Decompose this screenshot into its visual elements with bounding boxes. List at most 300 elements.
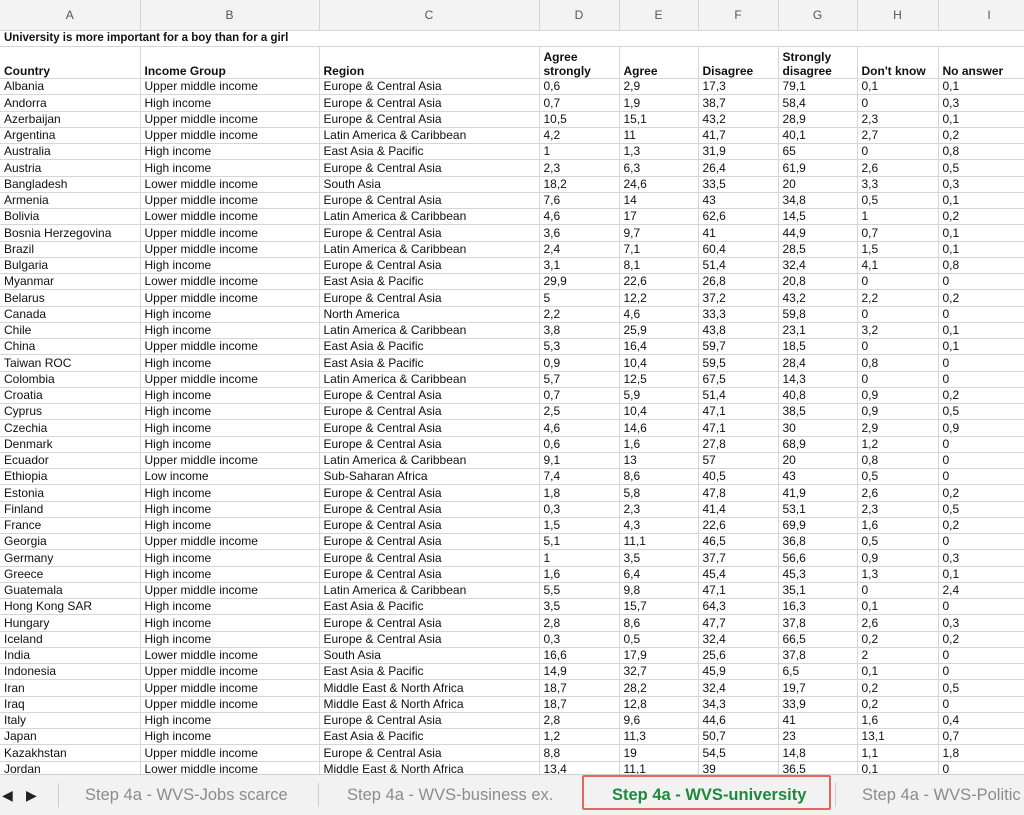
cell[interactable]: 59,7: [698, 339, 778, 355]
cell[interactable]: 13: [619, 452, 698, 468]
cell[interactable]: High income: [140, 306, 319, 322]
cell[interactable]: East Asia & Pacific: [319, 664, 539, 680]
cell[interactable]: High income: [140, 712, 319, 728]
cell[interactable]: 12,8: [619, 696, 698, 712]
cell[interactable]: 4,2: [539, 127, 619, 143]
cell[interactable]: 32,4: [698, 631, 778, 647]
cell[interactable]: 47,1: [698, 404, 778, 420]
cell[interactable]: 0,1: [938, 79, 1024, 95]
cell[interactable]: 62,6: [698, 209, 778, 225]
cell[interactable]: 1,3: [619, 144, 698, 160]
column-header[interactable]: A: [0, 0, 140, 31]
cell[interactable]: High income: [140, 144, 319, 160]
tab-jobs-scarce[interactable]: Step 4a - WVS-Jobs scarce: [85, 786, 288, 804]
cell[interactable]: 10,5: [539, 111, 619, 127]
cell[interactable]: 22,6: [619, 274, 698, 290]
cell[interactable]: Upper middle income: [140, 745, 319, 761]
header-cell[interactable]: Income Group: [140, 47, 319, 79]
cell[interactable]: 5,7: [539, 371, 619, 387]
cell[interactable]: 28,2: [619, 680, 698, 696]
cell[interactable]: High income: [140, 95, 319, 111]
cell[interactable]: 0,5: [857, 534, 938, 550]
cell[interactable]: Indonesia: [0, 664, 140, 680]
cell[interactable]: 0,3: [938, 550, 1024, 566]
cell[interactable]: Middle East & North Africa: [319, 696, 539, 712]
cell[interactable]: 16,6: [539, 647, 619, 663]
cell[interactable]: Europe & Central Asia: [319, 615, 539, 631]
cell[interactable]: Latin America & Caribbean: [319, 452, 539, 468]
cell[interactable]: 0: [938, 436, 1024, 452]
cell[interactable]: 0: [857, 306, 938, 322]
cell[interactable]: Europe & Central Asia: [319, 225, 539, 241]
cell[interactable]: 17,9: [619, 647, 698, 663]
cell[interactable]: 46,5: [698, 534, 778, 550]
cell[interactable]: Azerbaijan: [0, 111, 140, 127]
cell[interactable]: 35,1: [778, 582, 857, 598]
cell[interactable]: High income: [140, 160, 319, 176]
header-cell[interactable]: Disagree: [698, 47, 778, 79]
cell[interactable]: 17: [619, 209, 698, 225]
cell[interactable]: Europe & Central Asia: [319, 436, 539, 452]
cell[interactable]: 8,6: [619, 469, 698, 485]
cell[interactable]: 0: [857, 274, 938, 290]
cell[interactable]: 59,8: [778, 306, 857, 322]
cell[interactable]: Latin America & Caribbean: [319, 322, 539, 338]
cell[interactable]: 5,8: [619, 485, 698, 501]
cell[interactable]: 1,8: [938, 745, 1024, 761]
cell[interactable]: High income: [140, 257, 319, 273]
cell[interactable]: 0,8: [938, 257, 1024, 273]
cell[interactable]: Lower middle income: [140, 176, 319, 192]
cell[interactable]: Belarus: [0, 290, 140, 306]
cell[interactable]: 14,6: [619, 420, 698, 436]
cell[interactable]: 0,1: [938, 566, 1024, 582]
cell[interactable]: 23,1: [778, 322, 857, 338]
cell[interactable]: 0,3: [539, 631, 619, 647]
cell[interactable]: 0,6: [539, 436, 619, 452]
cell[interactable]: 1: [539, 550, 619, 566]
triangle-left-icon[interactable]: ◀: [2, 787, 13, 803]
cell[interactable]: Japan: [0, 729, 140, 745]
cell[interactable]: 10,4: [619, 404, 698, 420]
cell[interactable]: 22,6: [698, 517, 778, 533]
cell[interactable]: 34,8: [778, 192, 857, 208]
cell[interactable]: High income: [140, 355, 319, 371]
cell[interactable]: Albania: [0, 79, 140, 95]
cell[interactable]: 34,3: [698, 696, 778, 712]
cell[interactable]: 5,9: [619, 387, 698, 403]
cell[interactable]: 9,8: [619, 582, 698, 598]
cell[interactable]: 2,8: [539, 615, 619, 631]
cell[interactable]: Czechia: [0, 420, 140, 436]
cell[interactable]: 18,7: [539, 680, 619, 696]
cell[interactable]: 53,1: [778, 501, 857, 517]
cell[interactable]: 0,1: [857, 79, 938, 95]
cell[interactable]: 9,6: [619, 712, 698, 728]
cell[interactable]: 0: [938, 599, 1024, 615]
cell[interactable]: Australia: [0, 144, 140, 160]
cell[interactable]: 37,2: [698, 290, 778, 306]
cell[interactable]: 2,9: [857, 420, 938, 436]
cell[interactable]: Upper middle income: [140, 79, 319, 95]
cell[interactable]: Croatia: [0, 387, 140, 403]
cell[interactable]: 0,9: [938, 420, 1024, 436]
header-cell[interactable]: Region: [319, 47, 539, 79]
cell[interactable]: 11,1: [619, 534, 698, 550]
cell[interactable]: 33,9: [778, 696, 857, 712]
cell[interactable]: 3,3: [857, 176, 938, 192]
cell[interactable]: Upper middle income: [140, 534, 319, 550]
cell[interactable]: 3,2: [857, 322, 938, 338]
column-header[interactable]: H: [857, 0, 938, 31]
cell[interactable]: 30: [778, 420, 857, 436]
cell[interactable]: 79,1: [778, 79, 857, 95]
cell[interactable]: High income: [140, 729, 319, 745]
cell[interactable]: 7,1: [619, 241, 698, 257]
cell[interactable]: Latin America & Caribbean: [319, 127, 539, 143]
cell[interactable]: Andorra: [0, 95, 140, 111]
cell[interactable]: 41,4: [698, 501, 778, 517]
cell[interactable]: 41: [698, 225, 778, 241]
cell[interactable]: 0,7: [938, 729, 1024, 745]
cell[interactable]: 2,3: [619, 501, 698, 517]
cell[interactable]: Upper middle income: [140, 192, 319, 208]
cell[interactable]: 43: [778, 469, 857, 485]
cell[interactable]: High income: [140, 517, 319, 533]
cell[interactable]: 4,6: [539, 209, 619, 225]
cell[interactable]: 0,2: [938, 517, 1024, 533]
cell[interactable]: 44,6: [698, 712, 778, 728]
cell[interactable]: Europe & Central Asia: [319, 631, 539, 647]
cell[interactable]: 0,2: [938, 127, 1024, 143]
cell[interactable]: 1,5: [857, 241, 938, 257]
cell[interactable]: 0: [938, 664, 1024, 680]
cell[interactable]: Europe & Central Asia: [319, 534, 539, 550]
cell[interactable]: 2,6: [857, 485, 938, 501]
cell[interactable]: 11,3: [619, 729, 698, 745]
cell[interactable]: Upper middle income: [140, 339, 319, 355]
cell[interactable]: 0: [857, 371, 938, 387]
column-header[interactable]: E: [619, 0, 698, 31]
cell[interactable]: 9,1: [539, 452, 619, 468]
cell[interactable]: France: [0, 517, 140, 533]
tab-politic[interactable]: Step 4a - WVS-Politic: [862, 786, 1021, 804]
cell[interactable]: 54,5: [698, 745, 778, 761]
cell[interactable]: 4,6: [539, 420, 619, 436]
cell[interactable]: Middle East & North Africa: [319, 761, 539, 774]
cell[interactable]: 20: [778, 452, 857, 468]
cell[interactable]: Europe & Central Asia: [319, 517, 539, 533]
cell[interactable]: 0,5: [938, 160, 1024, 176]
cell[interactable]: 2,6: [857, 160, 938, 176]
cell[interactable]: 2,8: [539, 712, 619, 728]
cell[interactable]: High income: [140, 387, 319, 403]
cell[interactable]: 10,4: [619, 355, 698, 371]
cell[interactable]: 1,2: [857, 436, 938, 452]
cell[interactable]: 57: [698, 452, 778, 468]
cell[interactable]: 4,3: [619, 517, 698, 533]
cell[interactable]: 45,4: [698, 566, 778, 582]
cell[interactable]: Europe & Central Asia: [319, 550, 539, 566]
cell[interactable]: Upper middle income: [140, 582, 319, 598]
cell[interactable]: 0,2: [938, 209, 1024, 225]
cell[interactable]: 1: [857, 209, 938, 225]
cell[interactable]: 2,4: [938, 582, 1024, 598]
cell[interactable]: Hong Kong SAR: [0, 599, 140, 615]
cell[interactable]: 14,9: [539, 664, 619, 680]
cell[interactable]: 69,9: [778, 517, 857, 533]
cell[interactable]: Latin America & Caribbean: [319, 582, 539, 598]
cell[interactable]: 20: [778, 176, 857, 192]
cell[interactable]: 2: [857, 647, 938, 663]
cell[interactable]: 0,1: [938, 241, 1024, 257]
cell[interactable]: 7,6: [539, 192, 619, 208]
cell[interactable]: Upper middle income: [140, 127, 319, 143]
cell[interactable]: Europe & Central Asia: [319, 95, 539, 111]
cell[interactable]: 58,4: [778, 95, 857, 111]
cell[interactable]: 2,9: [619, 79, 698, 95]
cell[interactable]: 14,8: [778, 745, 857, 761]
cell[interactable]: 0: [857, 582, 938, 598]
cell[interactable]: Latin America & Caribbean: [319, 241, 539, 257]
cell[interactable]: Armenia: [0, 192, 140, 208]
cell[interactable]: 14,5: [778, 209, 857, 225]
cell[interactable]: 1,3: [857, 566, 938, 582]
cell[interactable]: 0,1: [938, 192, 1024, 208]
cell[interactable]: 0,3: [938, 176, 1024, 192]
header-cell[interactable]: Strongly disagree: [778, 47, 857, 79]
cell[interactable]: Lower middle income: [140, 209, 319, 225]
cell[interactable]: Colombia: [0, 371, 140, 387]
cell[interactable]: 0,1: [938, 322, 1024, 338]
cell[interactable]: 1,8: [539, 485, 619, 501]
cell[interactable]: 0,5: [857, 469, 938, 485]
cell[interactable]: Denmark: [0, 436, 140, 452]
cell[interactable]: 41,7: [698, 127, 778, 143]
cell[interactable]: 0,8: [938, 144, 1024, 160]
cell[interactable]: Argentina: [0, 127, 140, 143]
cell[interactable]: 3,8: [539, 322, 619, 338]
cell[interactable]: 1,1: [857, 745, 938, 761]
cell[interactable]: 40,1: [778, 127, 857, 143]
cell[interactable]: Europe & Central Asia: [319, 257, 539, 273]
cell[interactable]: Europe & Central Asia: [319, 712, 539, 728]
cell[interactable]: Bulgaria: [0, 257, 140, 273]
cell[interactable]: 64,3: [698, 599, 778, 615]
cell[interactable]: 13,4: [539, 761, 619, 774]
cell[interactable]: 43,2: [698, 111, 778, 127]
cell[interactable]: 3,1: [539, 257, 619, 273]
cell[interactable]: Chile: [0, 322, 140, 338]
cell[interactable]: 4,6: [619, 306, 698, 322]
cell[interactable]: 1,5: [539, 517, 619, 533]
cell[interactable]: Europe & Central Asia: [319, 485, 539, 501]
cell[interactable]: Canada: [0, 306, 140, 322]
cell[interactable]: 2,6: [857, 615, 938, 631]
cell[interactable]: Europe & Central Asia: [319, 79, 539, 95]
cell[interactable]: 0,5: [938, 680, 1024, 696]
cell[interactable]: 0,3: [938, 615, 1024, 631]
cell[interactable]: 33,5: [698, 176, 778, 192]
cell[interactable]: 12,5: [619, 371, 698, 387]
cell[interactable]: 38,7: [698, 95, 778, 111]
cell[interactable]: Myanmar: [0, 274, 140, 290]
cell[interactable]: East Asia & Pacific: [319, 144, 539, 160]
cell[interactable]: East Asia & Pacific: [319, 355, 539, 371]
cell[interactable]: 0,7: [857, 225, 938, 241]
cell[interactable]: Kazakhstan: [0, 745, 140, 761]
cell[interactable]: 2,7: [857, 127, 938, 143]
cell[interactable]: Bangladesh: [0, 176, 140, 192]
cell[interactable]: 66,5: [778, 631, 857, 647]
cell[interactable]: Austria: [0, 160, 140, 176]
cell[interactable]: 28,4: [778, 355, 857, 371]
column-header[interactable]: F: [698, 0, 778, 31]
cell[interactable]: 0: [938, 306, 1024, 322]
cell[interactable]: 0,2: [938, 290, 1024, 306]
cell[interactable]: 19: [619, 745, 698, 761]
cell[interactable]: Upper middle income: [140, 696, 319, 712]
cell[interactable]: 18,5: [778, 339, 857, 355]
cell[interactable]: 8,8: [539, 745, 619, 761]
column-header[interactable]: B: [140, 0, 319, 31]
cell[interactable]: Georgia: [0, 534, 140, 550]
header-cell[interactable]: Agree strongly: [539, 47, 619, 79]
cell[interactable]: 3,6: [539, 225, 619, 241]
cell[interactable]: 25,6: [698, 647, 778, 663]
cell[interactable]: High income: [140, 404, 319, 420]
cell[interactable]: 29,9: [539, 274, 619, 290]
cell[interactable]: 0,1: [938, 225, 1024, 241]
cell[interactable]: Europe & Central Asia: [319, 745, 539, 761]
cell[interactable]: 0,5: [938, 404, 1024, 420]
cell[interactable]: Brazil: [0, 241, 140, 257]
cell[interactable]: Iraq: [0, 696, 140, 712]
cell[interactable]: 24,6: [619, 176, 698, 192]
cell[interactable]: Europe & Central Asia: [319, 404, 539, 420]
cell[interactable]: South Asia: [319, 647, 539, 663]
cell[interactable]: 37,8: [778, 615, 857, 631]
cell[interactable]: 0,9: [857, 404, 938, 420]
cell[interactable]: 0,3: [938, 95, 1024, 111]
cell[interactable]: 44,9: [778, 225, 857, 241]
cell[interactable]: 61,9: [778, 160, 857, 176]
cell[interactable]: Lower middle income: [140, 761, 319, 774]
cell[interactable]: 1,2: [539, 729, 619, 745]
cell[interactable]: 11: [619, 127, 698, 143]
cell[interactable]: 33,3: [698, 306, 778, 322]
cell[interactable]: 0,2: [938, 485, 1024, 501]
cell[interactable]: 2,3: [857, 111, 938, 127]
cell[interactable]: 0,5: [619, 631, 698, 647]
cell[interactable]: 2,5: [539, 404, 619, 420]
cell[interactable]: 0,1: [938, 111, 1024, 127]
cell[interactable]: Middle East & North Africa: [319, 680, 539, 696]
cell[interactable]: 41: [778, 712, 857, 728]
cell[interactable]: India: [0, 647, 140, 663]
cell[interactable]: 2,2: [539, 306, 619, 322]
cell[interactable]: Low income: [140, 469, 319, 485]
cell[interactable]: China: [0, 339, 140, 355]
cell[interactable]: 0,1: [938, 339, 1024, 355]
cell[interactable]: 6,4: [619, 566, 698, 582]
cell[interactable]: Taiwan ROC: [0, 355, 140, 371]
cell[interactable]: 36,5: [778, 761, 857, 774]
cell[interactable]: 60,4: [698, 241, 778, 257]
cell[interactable]: 0,1: [857, 664, 938, 680]
cell[interactable]: High income: [140, 615, 319, 631]
cell[interactable]: 1,6: [539, 566, 619, 582]
cell[interactable]: North America: [319, 306, 539, 322]
cell[interactable]: Upper middle income: [140, 241, 319, 257]
cell[interactable]: 2,3: [539, 160, 619, 176]
cell[interactable]: 18,2: [539, 176, 619, 192]
cell[interactable]: Upper middle income: [140, 371, 319, 387]
cell[interactable]: 50,7: [698, 729, 778, 745]
cell[interactable]: Jordan: [0, 761, 140, 774]
cell[interactable]: Europe & Central Asia: [319, 111, 539, 127]
cell[interactable]: Greece: [0, 566, 140, 582]
cell[interactable]: 47,1: [698, 420, 778, 436]
cell[interactable]: 0,2: [857, 631, 938, 647]
cell[interactable]: 0,1: [857, 599, 938, 615]
cell[interactable]: East Asia & Pacific: [319, 599, 539, 615]
cell[interactable]: Europe & Central Asia: [319, 566, 539, 582]
cell[interactable]: 7,4: [539, 469, 619, 485]
cell[interactable]: East Asia & Pacific: [319, 339, 539, 355]
cell[interactable]: 8,6: [619, 615, 698, 631]
cell[interactable]: Lower middle income: [140, 647, 319, 663]
cell[interactable]: Iran: [0, 680, 140, 696]
cell[interactable]: High income: [140, 501, 319, 517]
cell[interactable]: 6,3: [619, 160, 698, 176]
cell[interactable]: 67,5: [698, 371, 778, 387]
cell[interactable]: Latin America & Caribbean: [319, 209, 539, 225]
cell[interactable]: 0,9: [857, 550, 938, 566]
cell[interactable]: 45,3: [778, 566, 857, 582]
cell[interactable]: Finland: [0, 501, 140, 517]
cell[interactable]: 0,6: [539, 79, 619, 95]
cell[interactable]: 47,1: [698, 582, 778, 598]
cell[interactable]: Ethiopia: [0, 469, 140, 485]
tab-business-ex[interactable]: Step 4a - WVS-business ex.: [347, 786, 554, 804]
cell[interactable]: 6,5: [778, 664, 857, 680]
cell[interactable]: 0: [857, 95, 938, 111]
column-header[interactable]: C: [319, 0, 539, 31]
column-header[interactable]: G: [778, 0, 857, 31]
cell[interactable]: 40,8: [778, 387, 857, 403]
cell[interactable]: 9,7: [619, 225, 698, 241]
cell[interactable]: Hungary: [0, 615, 140, 631]
cell[interactable]: 56,6: [778, 550, 857, 566]
cell[interactable]: 32,7: [619, 664, 698, 680]
cell[interactable]: 28,9: [778, 111, 857, 127]
cell[interactable]: 47,7: [698, 615, 778, 631]
cell[interactable]: High income: [140, 599, 319, 615]
cell[interactable]: 26,8: [698, 274, 778, 290]
cell[interactable]: 15,1: [619, 111, 698, 127]
cell[interactable]: 0,2: [938, 631, 1024, 647]
cell[interactable]: Upper middle income: [140, 225, 319, 241]
cell[interactable]: 0,3: [539, 501, 619, 517]
cell[interactable]: 2,3: [857, 501, 938, 517]
cell[interactable]: 0: [857, 339, 938, 355]
cell[interactable]: 51,4: [698, 257, 778, 273]
sheet-title[interactable]: University is more important for a boy than for a girl: [0, 31, 1024, 47]
cell[interactable]: 43: [698, 192, 778, 208]
cell[interactable]: 2,4: [539, 241, 619, 257]
cell[interactable]: Europe & Central Asia: [319, 501, 539, 517]
